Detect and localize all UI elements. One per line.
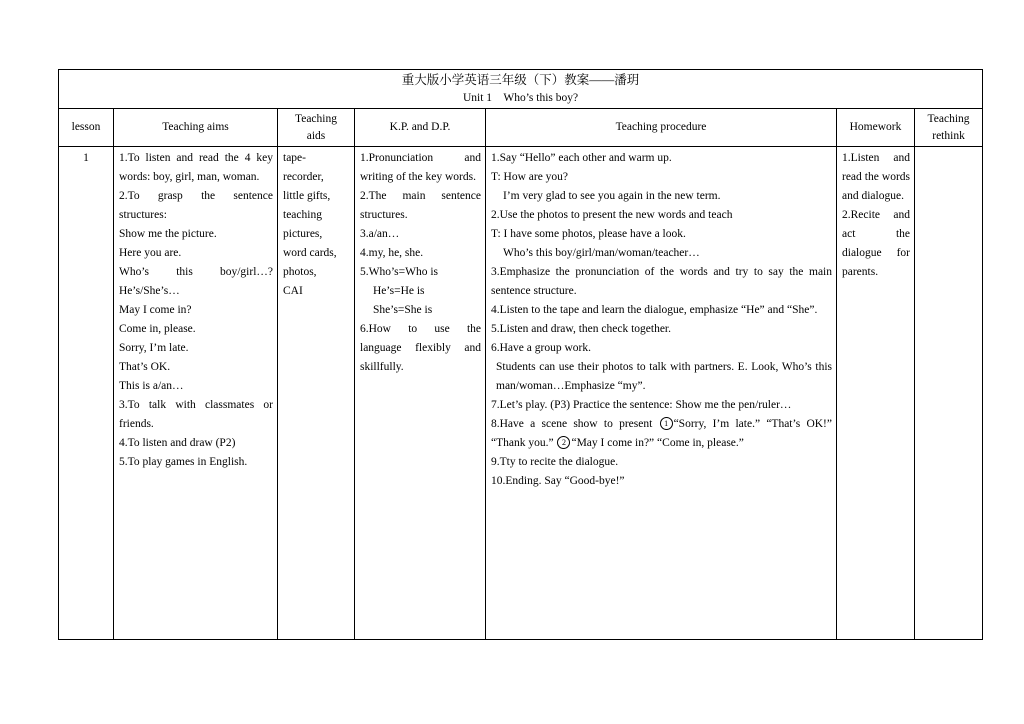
kp-item: 3.a/an… (360, 228, 400, 240)
aid-item: little gifts, (283, 190, 331, 202)
procedure-step-8-part2: “May I come in?” “Come in, please.” (571, 437, 744, 449)
procedure-step: T: How are you? (491, 171, 569, 183)
header-teaching-rethink-line2: rethink (932, 129, 965, 142)
procedure-step: Students can use their photos to talk with partners. E. Look, Who’s this man/woman…Emphasize “my”. (496, 361, 832, 392)
procedure-step: 3.Emphasize the pronunciation of the words and try to say the main sentence structure. (491, 266, 832, 297)
teaching-aims-cell (114, 147, 278, 640)
procedure-step: 4.Listen to the tape and learn the dialogue, emphasize “He” and “She”. (491, 304, 818, 316)
header-lesson: lesson (59, 109, 114, 147)
circled-number: 2 (557, 436, 570, 449)
aid-item: word cards, (283, 247, 337, 259)
aid-item: photos, (283, 266, 317, 278)
kp-item: 1.Pronunciation and writing of the key words. (360, 152, 481, 183)
teaching-procedure-cell (486, 147, 837, 640)
procedure-step: 10.Ending. Say “Good-bye!” (491, 475, 625, 487)
kp-item: 4.my, he, she. (360, 247, 424, 259)
header-kp-dp: K.P. and D.P. (355, 109, 486, 147)
homework-cell (837, 147, 915, 640)
document-title: 重大版小学英语三年级（下）教案——潘玥 (401, 73, 640, 87)
header-teaching-aims: Teaching aims (114, 109, 278, 147)
header-teaching-aids-line2: aids (306, 129, 326, 142)
procedure-step: T: I have some photos, please have a look. (491, 228, 686, 240)
procedure-step: I’m very glad to see you again in the new term. (503, 190, 721, 202)
procedure-step: 9.Tty to recite the dialogue. (491, 456, 619, 468)
header-teaching-rethink (915, 109, 983, 147)
circled-number: 1 (660, 417, 673, 430)
aid-item: CAI (283, 285, 303, 297)
aim-item: Show me the picture. (119, 228, 217, 240)
aim-item: 2.To grasp the sentence structures: (119, 190, 273, 221)
aim-item: 3.To talk with classmates or friends. (119, 399, 273, 430)
procedure-step-8 (491, 415, 832, 453)
kp-item: 6.How to use the language flexibly and skillfully. (360, 323, 481, 373)
aim-item: That’s OK. (119, 361, 171, 373)
aim-item: 5.To play games in English. (119, 456, 248, 468)
procedure-step: 7.Let’s play. (P3) Practice the sentence: Show me the pen/ruler… (491, 399, 792, 411)
aid-item: pictures, (283, 228, 323, 240)
kp-item: 5.Who’s=Who is (360, 266, 439, 278)
lesson-cell (59, 147, 114, 640)
aim-item: May I come in? (119, 304, 192, 316)
aim-item: 4.To listen and draw (P2) (119, 437, 236, 449)
homework-item: 2.Recite and act the dialogue for parents. (842, 209, 910, 278)
title-cell (59, 70, 983, 109)
aim-item: Who’s this boy/girl…? He’s/She’s… (119, 266, 273, 297)
procedure-step-8-part1: “Sorry, I’m late.” “That’s OK!” “Thank you.” (491, 418, 832, 449)
homework-item: 1.Listen and read the words and dialogue. (842, 152, 910, 202)
kp-item: 2.The main sentence structures. (360, 190, 481, 221)
header-homework: Homework (837, 109, 915, 147)
aid-item: recorder, (283, 171, 324, 183)
procedure-step: Who’s this boy/girl/man/woman/teacher… (503, 247, 700, 259)
kp-item: She’s=She is (373, 304, 433, 316)
teaching-rethink-cell (915, 147, 983, 640)
aim-item: Come in, please. (119, 323, 196, 335)
procedure-step: 2.Use the photos to present the new words and teach (491, 209, 733, 221)
lesson-plan-table (58, 69, 983, 640)
rethink-text (915, 147, 982, 149)
procedure-step: 6.Have a group work. (491, 342, 591, 354)
kp-dp-cell (355, 147, 486, 640)
aim-item: Here you are. (119, 247, 182, 259)
unit-subtitle: Unit 1 Who’s this boy? (462, 92, 579, 104)
header-teaching-procedure: Teaching procedure (486, 109, 837, 147)
aim-item: 1.To listen and read the 4 key words: boy, girl, man, woman. (119, 152, 273, 183)
aim-item: Sorry, I’m late. (119, 342, 189, 354)
aid-item: tape- (283, 152, 306, 164)
procedure-step: 1.Say “Hello” each other and warm up. (491, 152, 672, 164)
procedure-step-8-intro: 8.Have a scene show to present (491, 418, 653, 430)
teaching-aids-cell (278, 147, 355, 640)
lesson-number: 1 (83, 152, 89, 164)
procedure-step: 5.Listen and draw, then check together. (491, 323, 671, 335)
header-teaching-aids (278, 109, 355, 147)
kp-item: He’s=He is (373, 285, 425, 297)
aid-item: teaching (283, 209, 322, 221)
header-teaching-rethink-line1: Teaching (927, 112, 970, 125)
header-teaching-aids-line1: Teaching (295, 112, 337, 125)
aim-item: This is a/an… (119, 380, 184, 392)
